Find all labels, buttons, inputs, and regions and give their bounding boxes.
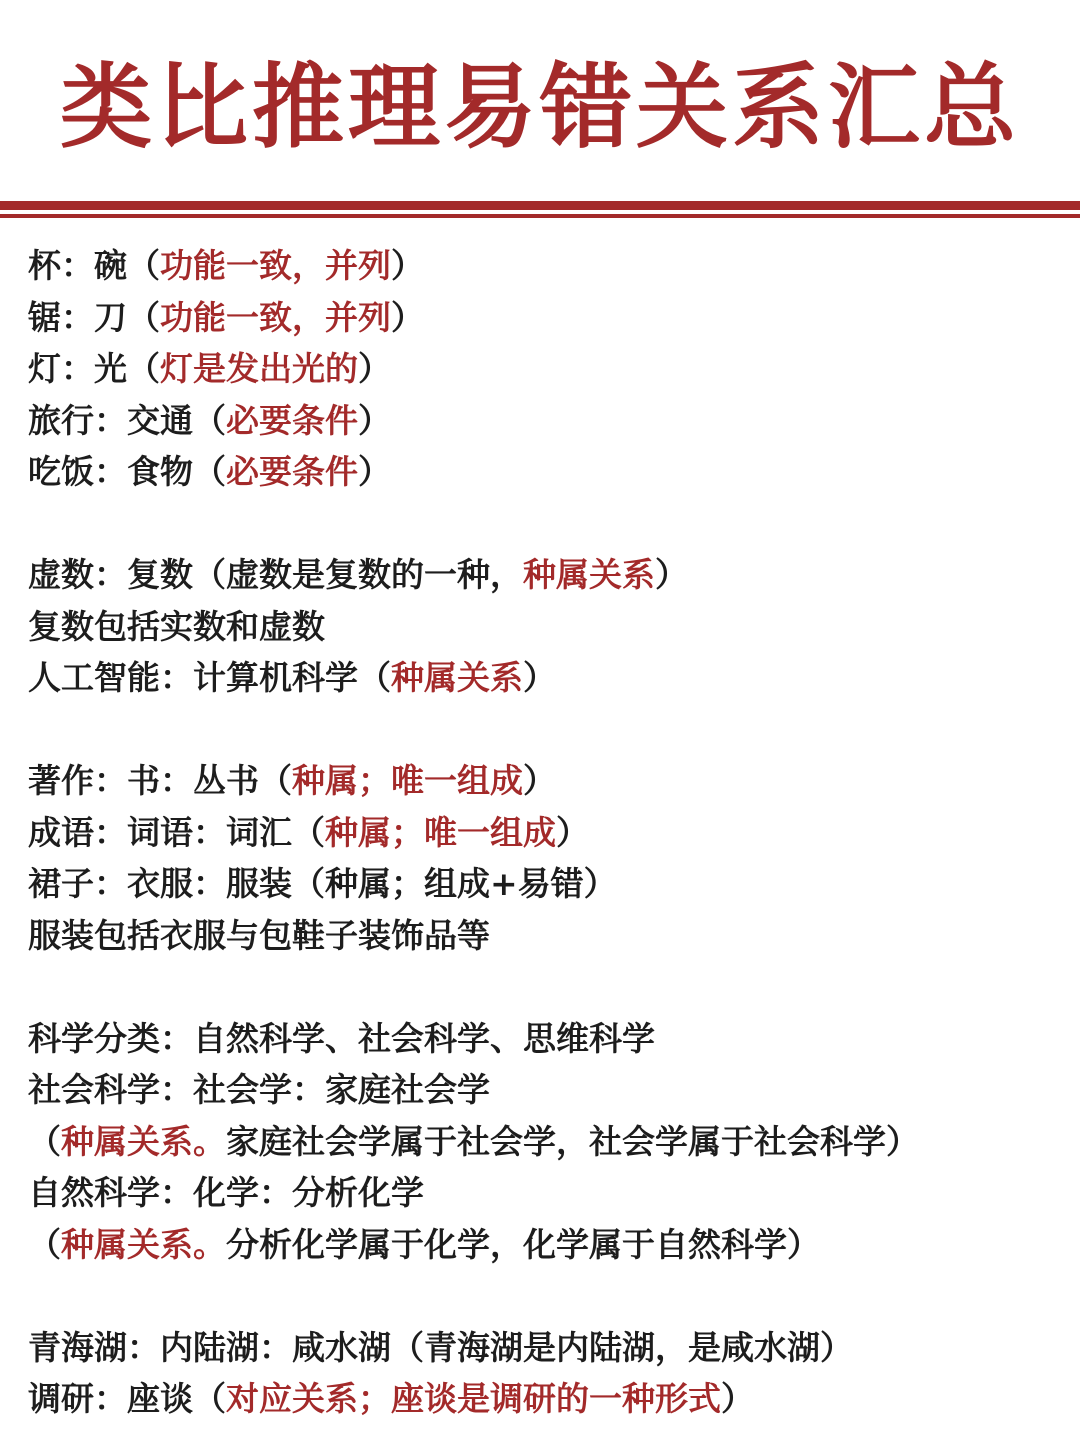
body-text: 调研：座谈（	[28, 1379, 226, 1418]
body-text: ）	[523, 658, 556, 697]
body-text: ）	[358, 452, 391, 491]
section-spacer	[28, 1270, 1068, 1322]
note-line	[28, 1167, 1068, 1219]
note-line	[28, 1116, 1068, 1168]
body-text: ）	[655, 555, 688, 594]
highlight-text: 种属关系	[391, 658, 523, 697]
section-spacer	[28, 704, 1068, 756]
highlight-text: 种属关系。	[61, 1121, 226, 1161]
body-text: ）	[721, 1379, 754, 1418]
note-line	[28, 446, 1068, 498]
section-spacer	[28, 498, 1068, 550]
body-text: 社会科学：社会学：家庭社会学	[28, 1070, 490, 1109]
note-line	[28, 601, 1068, 653]
note-line	[28, 395, 1068, 447]
body-text: 灯：光（	[28, 349, 160, 388]
highlight-text: 功能一致，并列	[160, 297, 391, 337]
highlight-text: 灯是发出光的	[160, 349, 358, 388]
body-text: ）	[523, 761, 556, 800]
body-text: ）	[358, 400, 391, 440]
body-text: 成语：词语：词汇（	[28, 812, 325, 852]
note-line	[28, 652, 1068, 704]
body-text: 服装包括衣服与包鞋子装饰品等	[28, 915, 490, 955]
highlight-text: 种属；唯一组成	[292, 761, 523, 800]
body-text: 复数包括实数和虚数	[28, 606, 325, 646]
highlight-text: 种属；唯一组成	[325, 812, 556, 852]
body-text: 裙子：衣服：服装（种属；组成+易错）	[28, 864, 617, 903]
note-line	[28, 910, 1068, 962]
body-text: ）	[391, 246, 424, 285]
body-text: ）	[391, 297, 424, 337]
body-text: （	[28, 1121, 61, 1161]
note-line	[28, 1373, 1068, 1425]
body-text: 锯：刀（	[28, 297, 160, 337]
body-text: 人工智能：计算机科学（	[28, 658, 391, 697]
body-text: 旅行：交通（	[28, 400, 226, 440]
note-line	[28, 549, 1068, 601]
note-line	[28, 1064, 1068, 1116]
highlight-text: 必要条件	[226, 452, 358, 491]
page-header	[0, 0, 1080, 196]
body-text: （	[28, 1224, 61, 1264]
note-line	[28, 1219, 1068, 1271]
note-line	[28, 240, 1068, 292]
notes-body	[28, 240, 1068, 1425]
note-line	[28, 858, 1068, 910]
header-divider-thick	[0, 201, 1080, 210]
body-text: 家庭社会学属于社会学，社会学属于社会科学）	[226, 1121, 919, 1161]
note-line	[28, 1013, 1068, 1065]
body-text: 吃饭：食物（	[28, 452, 226, 491]
highlight-text: 对应关系；座谈是调研的一种形式	[226, 1379, 721, 1418]
body-text: 著作：书：丛书（	[28, 761, 292, 800]
body-text: 科学分类：自然科学、社会科学、思维科学	[28, 1018, 655, 1058]
body-text: 杯：碗（	[28, 246, 160, 285]
body-text: 青海湖：内陆湖：咸水湖（青海湖是内陆湖，是咸水湖）	[28, 1327, 853, 1367]
page-title: 类比推理易错关系汇总	[59, 53, 1020, 161]
header-divider-thin	[0, 214, 1080, 218]
note-line	[28, 343, 1068, 395]
section-spacer	[28, 961, 1068, 1013]
highlight-text: 种属关系。	[61, 1224, 226, 1264]
highlight-text: 必要条件	[226, 400, 358, 440]
note-line	[28, 807, 1068, 859]
note-line	[28, 755, 1068, 807]
note-line	[28, 292, 1068, 344]
body-text: 分析化学属于化学，化学属于自然科学）	[226, 1224, 820, 1264]
highlight-text: 功能一致，并列	[160, 246, 391, 285]
body-text: 自然科学：化学：分析化学	[28, 1173, 424, 1212]
body-text: ）	[358, 349, 391, 388]
note-line	[28, 1322, 1068, 1374]
highlight-text: 种属关系	[523, 555, 655, 594]
body-text: 虚数：复数（虚数是复数的一种，	[28, 555, 523, 594]
body-text: ）	[556, 812, 589, 852]
